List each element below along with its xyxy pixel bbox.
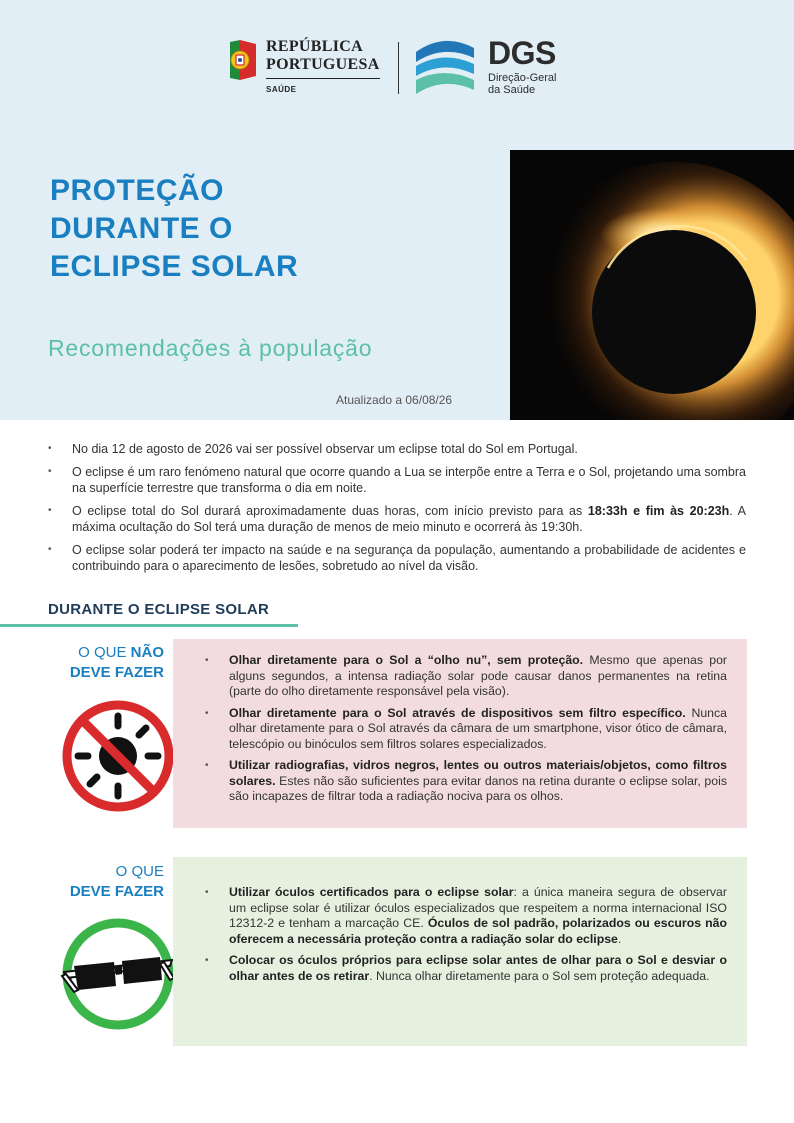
updated-date: Atualizado a 06/08/26 — [336, 393, 453, 407]
dgs-subtitle-line1: Direção-Geral — [488, 72, 557, 84]
intro-item-highlight: 18:33h e fim às 20:23h — [587, 504, 730, 518]
intro-item — [48, 441, 746, 457]
section-underline — [0, 624, 298, 627]
do-label-plain: O QUE — [115, 863, 164, 880]
dont-item-title: Olhar diretamente para o Sol através de dispositivos sem filtro específico. — [229, 705, 686, 720]
eclipse-glasses-icon — [60, 916, 176, 1032]
no-sun-icon — [60, 698, 176, 814]
do-label — [60, 862, 164, 902]
dont-label-plain: O QUE — [78, 644, 131, 661]
dont-label-strong2: DEVE FAZER — [69, 664, 164, 681]
eclipse-photo — [510, 150, 794, 420]
dont-item-text: Estes não são suficientes para evitar danos na retina durante o eclipse solar, pois são incapazes de filtrar toda a radiação nociva para os olhos. — [229, 773, 727, 803]
do-item — [205, 885, 727, 947]
dgs-subtitle-line2: da Saúde — [488, 84, 536, 96]
intro-item-text: . A máxima ocultação do Sol terá uma duração de menos de meio minuto e ocorrerá às 19:30h. — [72, 504, 747, 534]
dgs-waves-logo-icon — [410, 36, 480, 100]
intro-item — [48, 503, 746, 535]
republica-line2: PORTUGUESA — [266, 56, 380, 73]
page-title — [50, 172, 470, 286]
intro-list — [48, 441, 746, 581]
eclipse-image — [510, 150, 794, 420]
do-item-text: . — [617, 931, 622, 946]
intro-item — [48, 464, 746, 496]
do-item-emphasis: Óculos de sol padrão, polarizados ou escuros não oferecem a necessária proteção contra a radiação solar do eclipse — [229, 916, 728, 946]
republica-portuguesa-logo — [226, 36, 386, 98]
intro-item-text: O eclipse solar poderá ter impacto na saúde e na segurança da população, aumentando a probabilidade de acidentes e contribuindo para o aparecimento de lesões, sobretudo ao nível da visão. — [72, 543, 746, 573]
title-line2: DURANTE O — [50, 212, 233, 245]
dont-item-text: Mesmo que apenas por alguns segundos, a intensa radiação solar pode causar danos permanentes na retina (parte do olho diretamente responsável pela visão). — [229, 653, 727, 698]
intro-item-text: No dia 12 de agosto de 2026 vai ser possível observar um eclipse total do Sol em Portugal. — [72, 442, 578, 456]
republica-saude: SAÚDE — [266, 85, 297, 94]
dont-item-title: Olhar diretamente para o Sol a “olho nu”, sem proteção. — [229, 653, 584, 667]
republica-divider — [266, 78, 380, 79]
section-title: DURANTE O ECLIPSE SOLAR — [48, 601, 270, 618]
logo-separator — [398, 42, 399, 94]
dont-label-strong: NÃO — [130, 644, 164, 661]
do-box — [173, 857, 747, 1046]
title-line1: PROTEÇÃO — [50, 174, 225, 207]
dgs-title: DGS — [488, 35, 556, 71]
intro-item — [48, 542, 746, 574]
do-item — [205, 953, 727, 984]
do-item-title: Colocar os óculos próprios para eclipse solar antes de olhar para o Sol e desviar o olhar antes de os retirar — [229, 953, 727, 983]
title-line3: ECLIPSE SOLAR — [50, 250, 299, 283]
dont-box — [173, 639, 747, 828]
republica-line1: REPÚBLICA — [266, 38, 363, 55]
dont-item-text: Nunca olhar diretamente para o Sol através da câmara de um smartphone, visor ótico de câmara, telescópio ou binóculos sem filtros solares especializados. — [229, 705, 727, 751]
dont-item — [205, 653, 727, 700]
page-subtitle: Recomendações à população — [48, 335, 373, 361]
dgs-logo — [410, 36, 580, 100]
dont-item-title: Utilizar radiografias, vidros negros, lentes ou outros materiais/objetos, como filtros solares. — [229, 758, 727, 788]
do-item-text: : a única maneira segura de observar um eclipse solar é utilizar óculos especializados que respeitem a norma internacional ISO 12312-2 e tenham a marcação CE. — [229, 885, 727, 930]
dont-item — [205, 758, 727, 805]
do-label-strong: DEVE FAZER — [69, 883, 164, 900]
intro-item-text: O eclipse é um raro fenómeno natural que ocorre quando a Lua se interpõe entre a Terra e o Sol, projetando uma sombra na superfície terrestre que transforma o dia em noite. — [72, 465, 746, 495]
intro-item-text: O eclipse total do Sol durará aproximadamente duas horas, com início previsto para as — [72, 504, 588, 518]
portuguese-flag-emblem-icon — [226, 38, 260, 82]
dont-item — [205, 706, 727, 753]
do-item-text: . Nunca olhar diretamente para o Sol sem proteção adequada. — [369, 968, 710, 983]
dont-label — [60, 643, 164, 683]
do-item-title: Utilizar óculos certificados para o eclipse solar — [229, 885, 514, 899]
